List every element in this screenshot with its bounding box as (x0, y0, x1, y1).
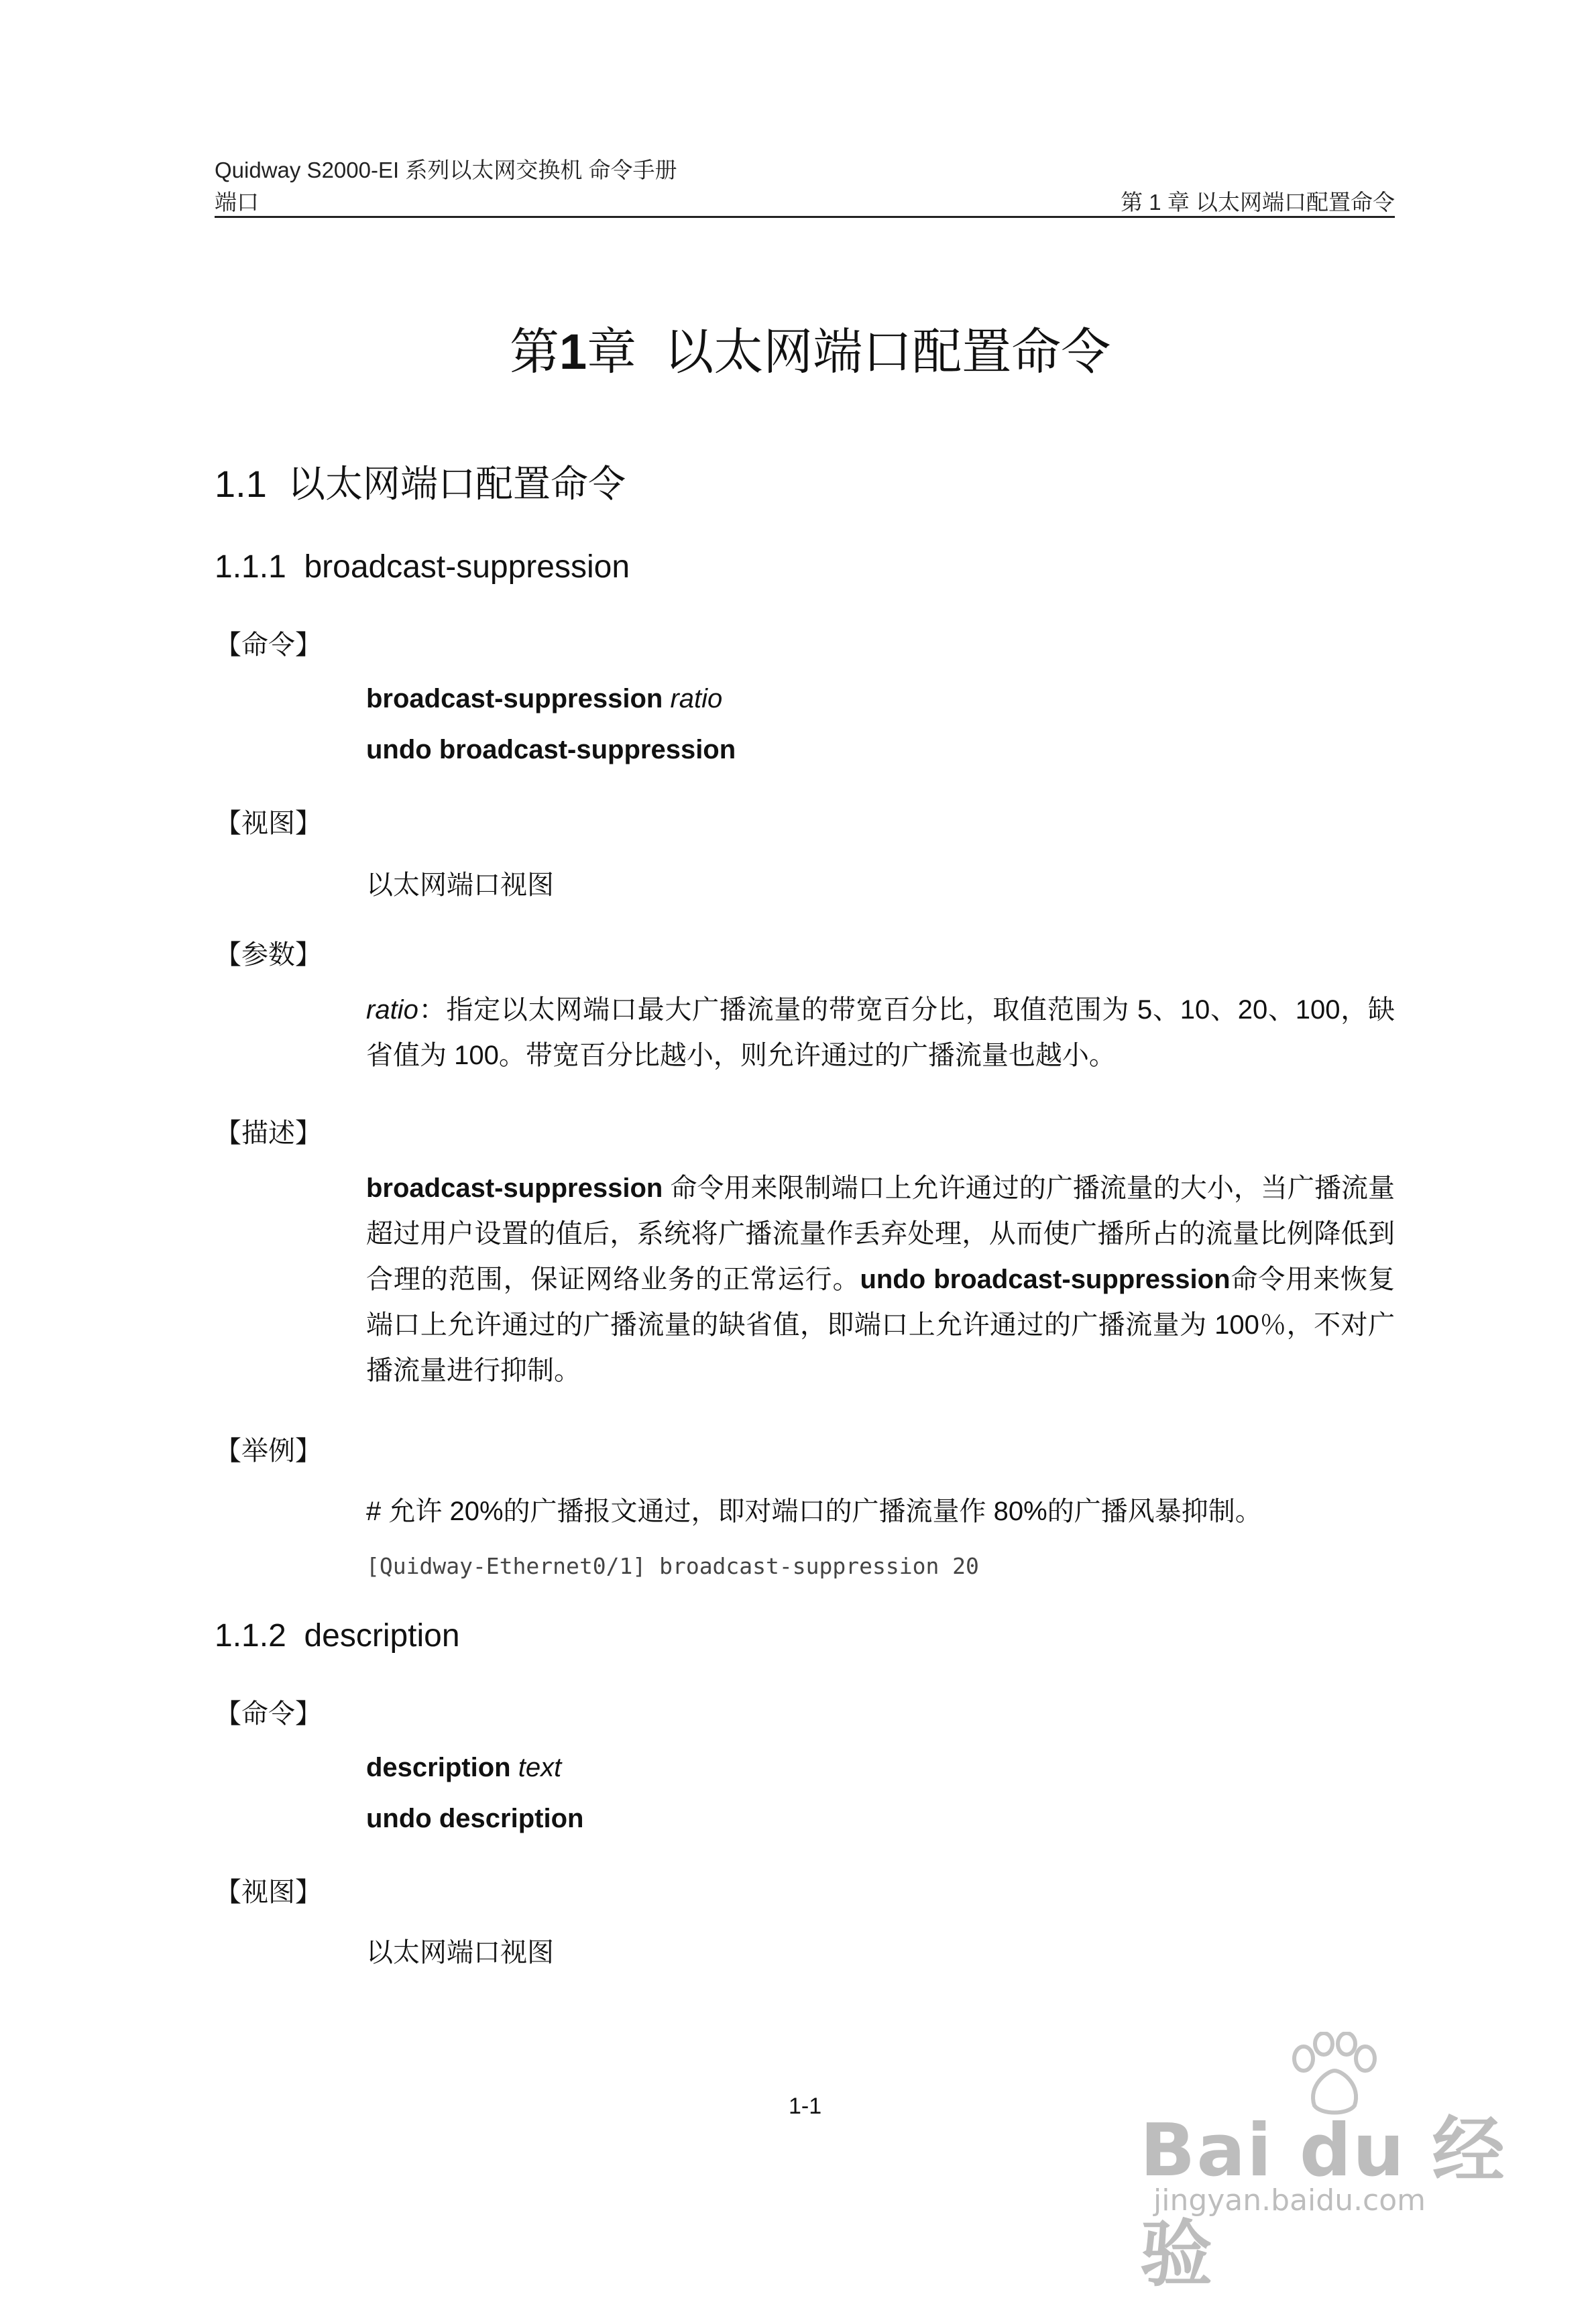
command-label-2: 【命令】 (215, 1699, 322, 1729)
command-keyword: broadcast-suppression (366, 684, 663, 713)
command-argument-2: text (518, 1753, 562, 1782)
undo-command-syntax-2: undo description (366, 1804, 584, 1833)
param-name: ratio (366, 995, 418, 1025)
command-label: 【命令】 (215, 630, 322, 660)
chapter-prefix: 第 (510, 324, 559, 380)
subsection-title-2: description (304, 1618, 460, 1654)
desc-text-2: 命令用来恢复端口上允许通过的广播流量的缺省值，即端口上允许通过的广播流量为 100％，不对广播流量进行抑制。 (366, 1265, 1395, 1385)
subsection-heading (215, 549, 630, 585)
section-title: 以太网端口配置命令 (287, 463, 626, 505)
command-syntax (366, 684, 722, 714)
subsection-title: broadcast-suppression (304, 549, 630, 585)
baidu-watermark (1140, 2032, 1516, 2297)
header-section: 端口 (215, 190, 259, 215)
undo-command-syntax: undo broadcast-suppression (366, 735, 736, 764)
command-syntax-2 (366, 1753, 561, 1783)
section-number: 1.1 (215, 463, 267, 505)
example-comment: # 允许 20%的广播报文通过，即对端口的广播流量作 80%的广播风暴抑制。 (366, 1497, 1262, 1526)
chapter-title (510, 312, 1110, 384)
desc-command: broadcast-suppression (366, 1173, 663, 1203)
section-heading (215, 455, 626, 508)
command-argument: ratio (670, 684, 723, 713)
header-chapter-ref: 第 1 章 以太网端口配置命令 (1121, 190, 1395, 215)
chapter-name: 以太网端口配置命令 (664, 324, 1111, 380)
header-rule (215, 216, 1395, 218)
subsection-number-2: 1.1.2 (215, 1618, 286, 1654)
example-label: 【举例】 (215, 1436, 322, 1466)
subsection-heading-2 (215, 1617, 460, 1654)
chapter-suffix: 章 (587, 324, 637, 380)
view-label-2: 【视图】 (215, 1878, 322, 1907)
desc-text-1: 命令用来限制端口上允许通过的广播流量的大小，当广播流量超过用户设置的值后，系统将广播流量作丢弃处理，从而使广播所占的流量比例降低到合理的范围，保证网络业务的正常运行。 (366, 1173, 1395, 1294)
watermark-url: jingyan.baidu.com (1153, 2183, 1426, 2218)
header-book-title: Quidway S2000-EI 系列以太网交换机 命令手册 (215, 158, 677, 182)
params-label: 【参数】 (215, 940, 322, 970)
view-label: 【视图】 (215, 809, 322, 838)
desc-undo-command: undo broadcast-suppression (860, 1265, 1231, 1294)
watermark-brand: Bai du 经验 (1140, 2109, 1506, 2297)
description-label: 【描述】 (215, 1118, 322, 1148)
page-number: 1-1 (789, 2093, 822, 2119)
view-text: 以太网端口视图 (366, 870, 554, 900)
params-paragraph (366, 987, 1395, 1078)
view-text-2: 以太网端口视图 (366, 1938, 554, 1967)
chapter-number: 1 (559, 324, 587, 380)
description-paragraph (366, 1165, 1395, 1393)
subsection-number: 1.1.1 (215, 549, 286, 585)
param-description: ：指定以太网端口最大广播流量的带宽百分比，取值范围为 5、10、20、100，缺省值为 100。带宽百分比越小，则允许通过的广播流量也越小。 (366, 995, 1395, 1070)
example-code: [Quidway-Ethernet0/1] broadcast-suppression 20 (366, 1553, 979, 1579)
command-keyword-2: description (366, 1753, 511, 1782)
